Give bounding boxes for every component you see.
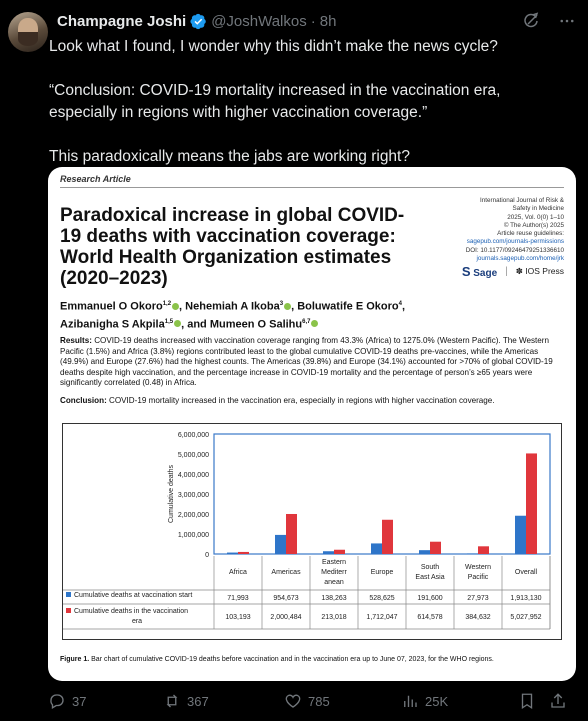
timestamp[interactable]: 8h [319,13,337,30]
data-table-value: 138,263 [321,595,347,602]
caption-label: Figure 1. [60,656,90,663]
journal-link: sagepub.com/journals-permissions [466,238,564,246]
ios-press-logo: ✽ IOS Press [515,266,564,276]
data-table-value: 5,027,952 [510,614,542,621]
data-table-value: 27,973 [467,595,489,602]
bar-vaccination-era [382,520,393,554]
orcid-icon [284,303,291,310]
data-table-value: 213,018 [321,614,347,621]
data-table-value: 1,913,130 [510,595,542,602]
bar-vaccination-era [478,546,489,554]
tweet-text-quote: “Conclusion: COVID-19 mortality increased in the vaccination era, especially in regions with higher vaccination coverage.” [49,82,501,121]
bookmark-icon [518,692,536,710]
journal-line: © The Author(s) 2025 [503,221,564,229]
share-button[interactable] [549,692,567,710]
data-table-value: 1,712,047 [366,614,398,621]
bar-vaccination-era [430,542,441,554]
like-button[interactable] [284,692,330,710]
author-affiliation: 4 [398,301,402,307]
bar-vaccination-era [334,550,345,554]
header-rule [60,187,564,188]
conclusion-text: COVID-19 mortality increased in the vaccination era, especially in regions with higher vaccination coverage. [109,396,495,405]
category-label: Americas [271,569,301,576]
author: Nehemiah A Ikoba [185,300,280,313]
header-actions [522,12,576,35]
repost-count: 367 [187,693,209,709]
data-table-value: 103,193 [225,614,251,621]
share-icon [549,692,567,710]
category-label: Europe [370,569,394,576]
journal-line: International Journal of Risk & [479,197,564,204]
y-tick-label: 2,000,000 [177,512,209,519]
category-label: East Asia [415,574,445,581]
category-label: Western [465,564,491,571]
bar-vaccination-era [526,453,537,554]
heart-icon [284,692,302,710]
author-affiliation: 3 [279,301,284,307]
abstract-results [60,336,560,389]
data-table-value: 71,993 [227,595,249,602]
tweet-text-line-1: Look what I found, I wonder why this didn’t make the news cycle? [49,38,498,55]
results-label: Results: [60,336,92,345]
journal-doi: DOI: 10.1177/09246479251336610 [465,246,564,254]
y-axis-label: Cumulative deaths [168,465,175,523]
bar-vaccination-start [467,553,478,554]
results-text: COVID-19 deaths increased with vaccination coverage ranging from 43.3% (Africa) to 1275.0% (Western Pacific). The Western Pacific (1.5%) and Africa (3.8%) regions contributed least to the global cumulative COVID-19 deaths pre-vaccines, while the Americas (49.9%) and Europe (27.6%) had the highest counts. The Americas (39.8%) and Europe (34.1%) accounted for >70% of global COVID-19 deaths despite high vaccination, and the percentage increase in COVID-19 mortality and the percentage of person’s ≥65 years were significantly correlated (0.48) in Africa. [60,336,553,388]
bookmark-button[interactable] [518,692,536,710]
author-name[interactable]: Champagne Joshi [57,13,187,30]
journal-line: Article reuse guidelines: [497,230,564,238]
legend-swatch [66,608,71,613]
bar-vaccination-start [515,516,526,554]
legend-label: Cumulative deaths at vaccination start [74,592,193,599]
conclusion-label: Conclusion: [60,396,107,405]
publisher-logos [462,264,564,279]
category-label: Pacific [467,574,489,581]
y-tick-label: 6,000,000 [177,432,209,439]
data-table-value: 384,632 [465,614,491,621]
bar-vaccination-start [419,550,430,554]
more-options-icon[interactable] [558,12,576,35]
journal-line: Safety in Medicine [512,205,564,213]
abstract-conclusion [60,396,560,407]
views-button[interactable] [401,692,448,710]
bar-vaccination-start [371,543,382,554]
data-table-value: 2,000,484 [270,614,302,621]
author: Azibanigha S Akpila [60,318,165,331]
attached-image[interactable] [48,167,576,681]
orcid-icon [311,320,318,327]
journal-link: journals.sagepub.com/home/jrk [476,255,564,263]
grok-icon[interactable] [522,12,540,35]
avatar[interactable] [8,12,48,52]
author-affiliation: 6,7 [302,318,311,325]
like-count: 785 [308,693,330,709]
author: Boluwatife E Okoro [297,300,399,313]
journal-info [404,197,564,263]
category-label: Africa [229,569,247,576]
category-label: Mediterr [321,569,347,576]
bar-vaccination-era [238,552,249,554]
data-table-value: 614,578 [417,614,443,621]
legend-label: era [131,618,143,625]
author: Mumeen O Salihu [209,318,303,331]
bar-vaccination-start [323,551,334,554]
tweet-text-line-3: This paradoxically means the jabs are working right? [49,148,410,165]
orcid-icon [172,303,179,310]
bar-vaccination-start [275,535,286,554]
y-tick-label: 3,000,000 [177,492,209,499]
y-tick-label: 5,000,000 [177,452,209,459]
reply-count: 37 [72,693,87,709]
author-list: Emmanuel O Okoro$^{1,2}$ , Nehemiah A Ikoba$^3$ , Boluwatife E Okoro$^4$, Azibanigha S Akpila$^{1,5}$ , and Mumeen O Salihu$^{6,7}$ [60,300,406,331]
y-tick-label: 4,000,000 [177,472,209,479]
views-count: 25K [425,693,449,709]
reply-icon [48,692,66,710]
separator-dot: · [310,13,316,30]
data-table-value: 191,600 [417,595,443,602]
verified-badge-icon [190,13,207,30]
data-table-value: 954,673 [273,595,299,602]
repost-icon [163,692,181,710]
category-label: South [420,564,440,571]
legend-swatch [66,592,71,597]
repost-button[interactable] [163,692,209,710]
category-label: anean [324,579,344,586]
author-affiliation: 1,5 [164,318,174,325]
bar-chart [63,424,561,639]
y-tick-label: 0 [205,552,209,559]
bar-vaccination-era [286,514,297,554]
and-word: and [187,318,207,331]
y-tick-label: 1,000,000 [177,532,209,539]
author-affiliation: 1,2 [162,301,172,307]
reply-button[interactable] [48,692,86,710]
chart-frame [62,423,562,640]
analytics-icon [401,692,419,710]
legend-label: Cumulative deaths in the vaccination [74,608,189,615]
paper-title: Paradoxical increase in global COVID-19 deaths with vaccination coverage: World Health Organization estimates (2020–2023) [60,205,405,289]
author: Emmanuel O Okoro [60,300,163,313]
action-bar [0,690,588,714]
logo-divider: | [505,266,508,277]
section-label: Research Article [60,174,131,184]
tweet-header [57,13,336,30]
author-handle[interactable]: @JoshWalkos [211,13,307,30]
figure-caption [60,655,560,664]
category-label: Eastern [321,559,347,566]
data-table-value: 528,625 [369,595,395,602]
avatar-beard [18,32,38,46]
bar-vaccination-start [227,553,238,554]
sage-logo: S Sage [461,264,498,279]
journal-line: 2025, Vol. 0(0) 1–10 [507,213,564,221]
orcid-icon [174,320,181,327]
caption-text: Bar chart of cumulative COVID-19 deaths before vaccination and in the vaccination era up to June 07, 2023, for the WHO regions. [91,656,494,663]
category-label: Overall [514,569,538,576]
